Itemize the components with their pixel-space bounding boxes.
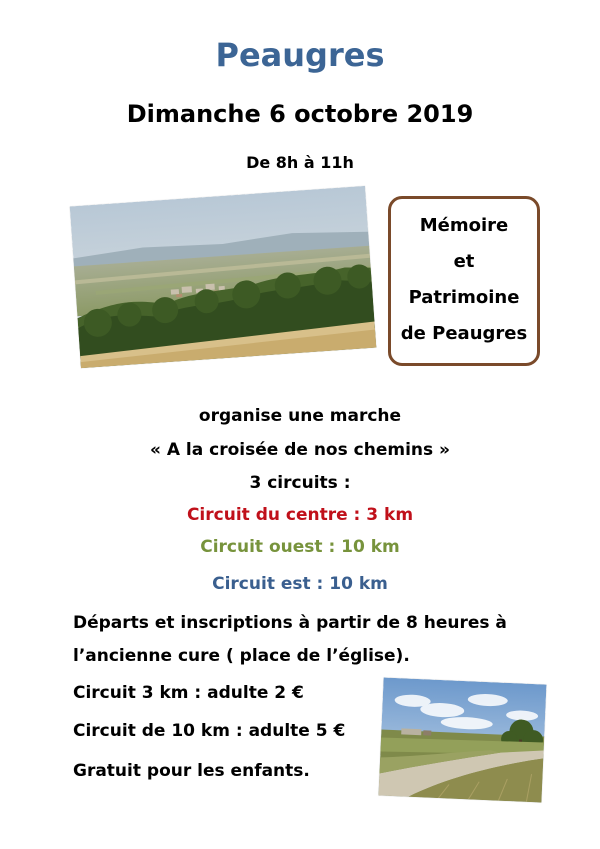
- page-title: Peaugres: [215, 36, 385, 74]
- circuit-est: Circuit est : 10 km: [212, 574, 388, 594]
- association-line-2: et: [453, 251, 475, 272]
- departures-line-1: Départs et inscriptions à partir de 8 heures à: [73, 613, 507, 633]
- circuit-centre: Circuit du centre : 3 km: [186, 505, 414, 525]
- event-hours: De 8h à 11h: [246, 153, 354, 172]
- circuits-count: 3 circuits :: [249, 473, 351, 493]
- association-line-3: Patrimoine: [408, 287, 520, 308]
- association-line-4: de Peaugres: [400, 323, 528, 344]
- organise-text: organise une marche: [198, 406, 402, 426]
- association-box: [388, 196, 540, 366]
- free-for-children: Gratuit pour les enfants.: [73, 761, 310, 781]
- departures-line-2: l’ancienne cure ( place de l’église).: [73, 646, 410, 666]
- landscape-photo: [70, 186, 377, 368]
- path-photo: [379, 678, 547, 803]
- circuit-ouest: Circuit ouest : 10 km: [200, 537, 400, 557]
- price-3km: Circuit 3 km : adulte 2 €: [73, 683, 304, 703]
- association-line-1: Mémoire: [419, 215, 509, 236]
- price-10km: Circuit de 10 km : adulte 5 €: [73, 721, 346, 741]
- walk-name: « A la croisée de nos chemins »: [149, 440, 451, 460]
- event-date: Dimanche 6 octobre 2019: [126, 100, 474, 128]
